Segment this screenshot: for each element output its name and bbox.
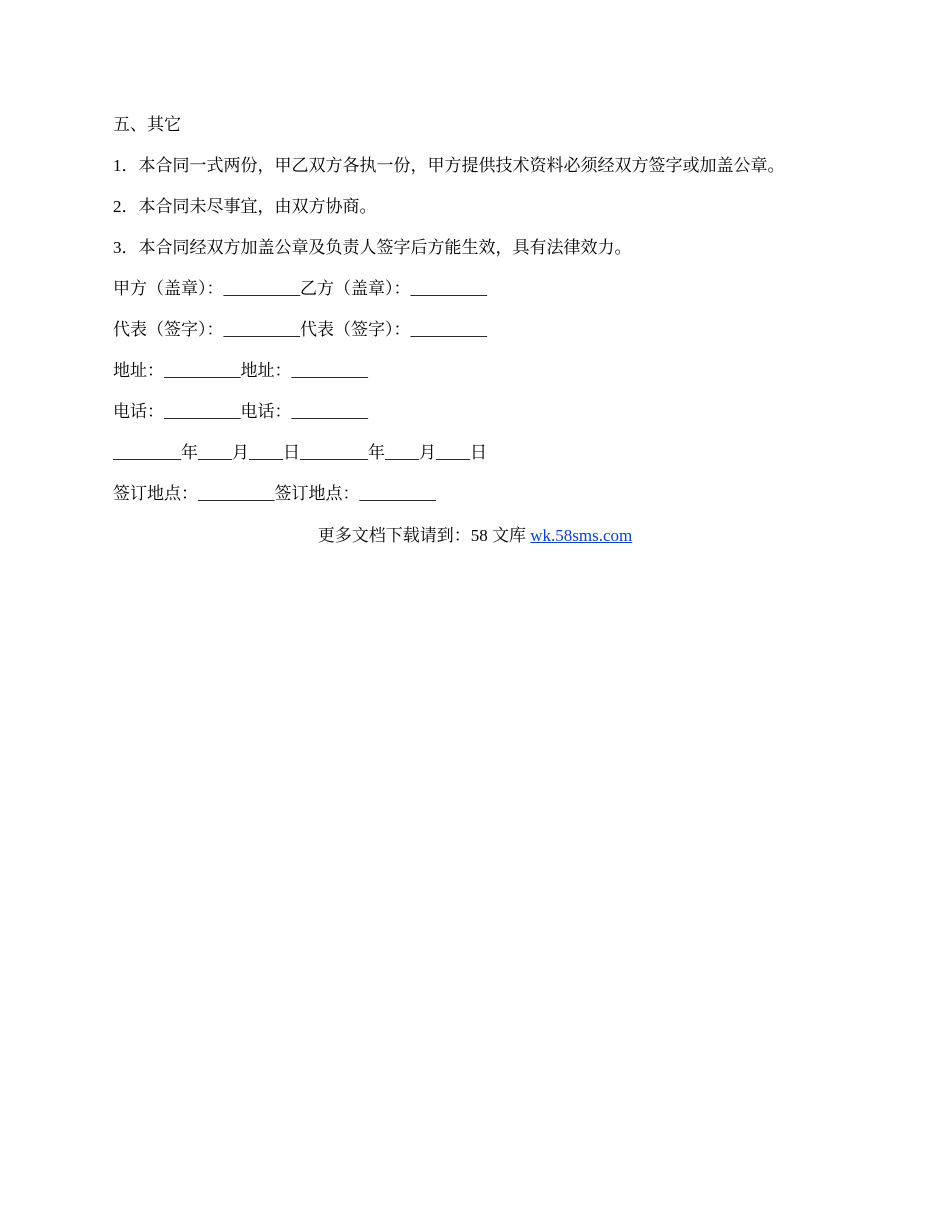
clause-2: 2．本合同未尽事宜，由双方协商。	[113, 197, 377, 216]
document-body	[113, 111, 873, 521]
clause-3: 3．本合同经双方加盖公章及负责人签字后方能生效，具有法律效力。	[113, 238, 632, 257]
address-line: 地址：_________地址：_________	[113, 361, 368, 380]
party-seal-line: 甲方（盖章）：_________乙方（盖章）：_________	[113, 279, 487, 298]
signing-place-line: 签订地点：_________签订地点：_________	[113, 484, 436, 503]
footer-link[interactable]: wk.58sms.com	[530, 526, 633, 545]
section-title: 五、其它	[113, 115, 181, 134]
footer-prefix: 更多文档下载请到：58 文库	[317, 526, 531, 545]
phone-line: 电话：_________电话：_________	[113, 402, 368, 421]
date-line: ________年____月____日________年____月____日	[113, 443, 487, 462]
download-footer	[0, 522, 950, 549]
clause-1: 1．本合同一式两份，甲乙双方各执一份，甲方提供技术资料必须经双方签字或加盖公章。	[113, 156, 785, 175]
representative-signature-line: 代表（签字）：_________代表（签字）：_________	[113, 320, 487, 339]
